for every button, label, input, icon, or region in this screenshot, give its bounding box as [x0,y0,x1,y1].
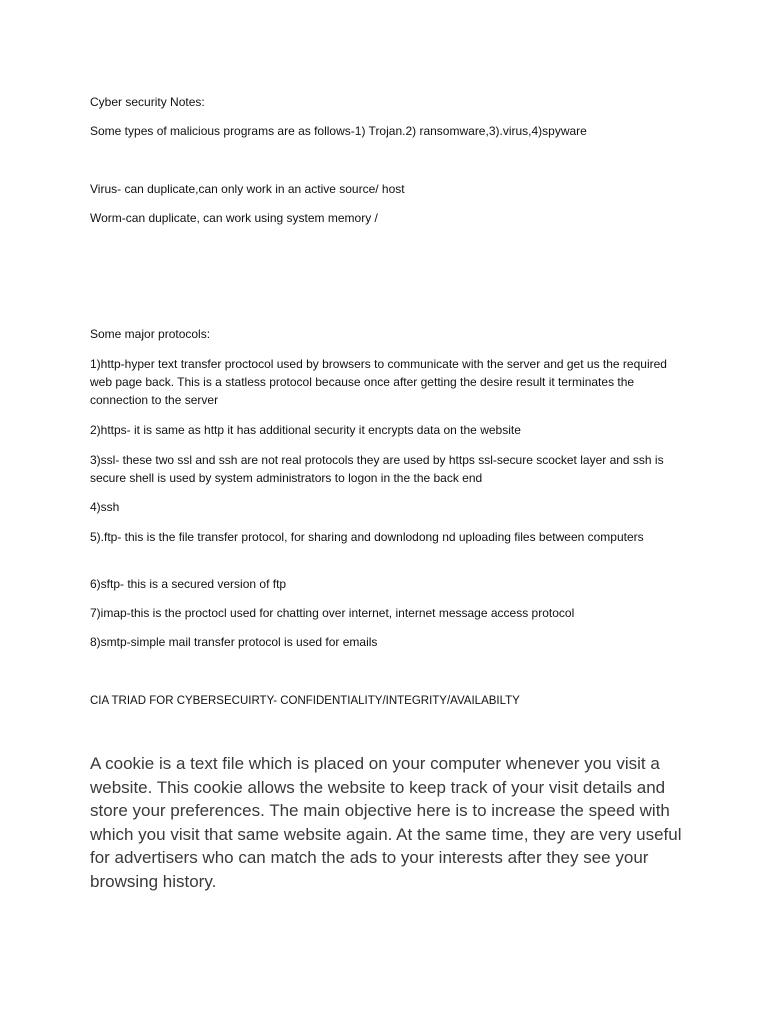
protocol-item-ssl: 3)ssl- these two ssl and ssh are not real protocols they are used by https ssl-secure scocket layer and ssh is secure shell is used by system administrators to logon in the the back end [90,453,664,485]
cia-triad-line: CIA TRIAD FOR CYBERSECUIRTY- CONFIDENTIALITY/INTEGRITY/AVAILABILTY [90,695,520,707]
protocol-item-sftp: 6)sftp- this is a secured version of ftp [90,577,287,591]
protocols-heading: Some major protocols: [90,327,211,341]
protocol-item-ssh: 4)ssh [90,500,120,514]
protocol-item-smtp: 8)smtp-simple mail transfer protocol is used for emails [90,635,378,649]
protocol-item-imap: 7)imap-this is the proctocl used for chatting over internet, internet message access protocol [90,606,575,620]
cookie-paragraph: A cookie is a text file which is placed on your computer whenever you visit a website. This cookie allows the website to keep track of your visit details and store your preferences. The main objective here is to increase the speed with which you visit that same website again. At the same time, they are very useful for advertisers who can match the ads to your interests after they see your browsing history. [90,754,682,891]
virus-note: Virus- can duplicate,can only work in an active source/ host [90,182,405,196]
protocol-item-https: 2)https- it is same as http it has additional security it encrypts data on the website [90,423,521,437]
document-heading: Cyber security Notes: [90,95,205,109]
worm-note: Worm-can duplicate, can work using system memory / [90,211,378,225]
malware-types-line: Some types of malicious programs are as follows-1) Trojan.2) ransomware,3).virus,4)spyware [90,124,587,138]
protocol-item-http: 1)http-hyper text transfer proctocol used by browsers to communicate with the server and get us the required web page back. This is a statless protocol because once after getting the desire result it terminates the connection to the server [90,357,667,407]
protocol-item-ftp: 5).ftp- this is the file transfer protocol, for sharing and downlodong nd uploading files between computers [90,530,644,544]
